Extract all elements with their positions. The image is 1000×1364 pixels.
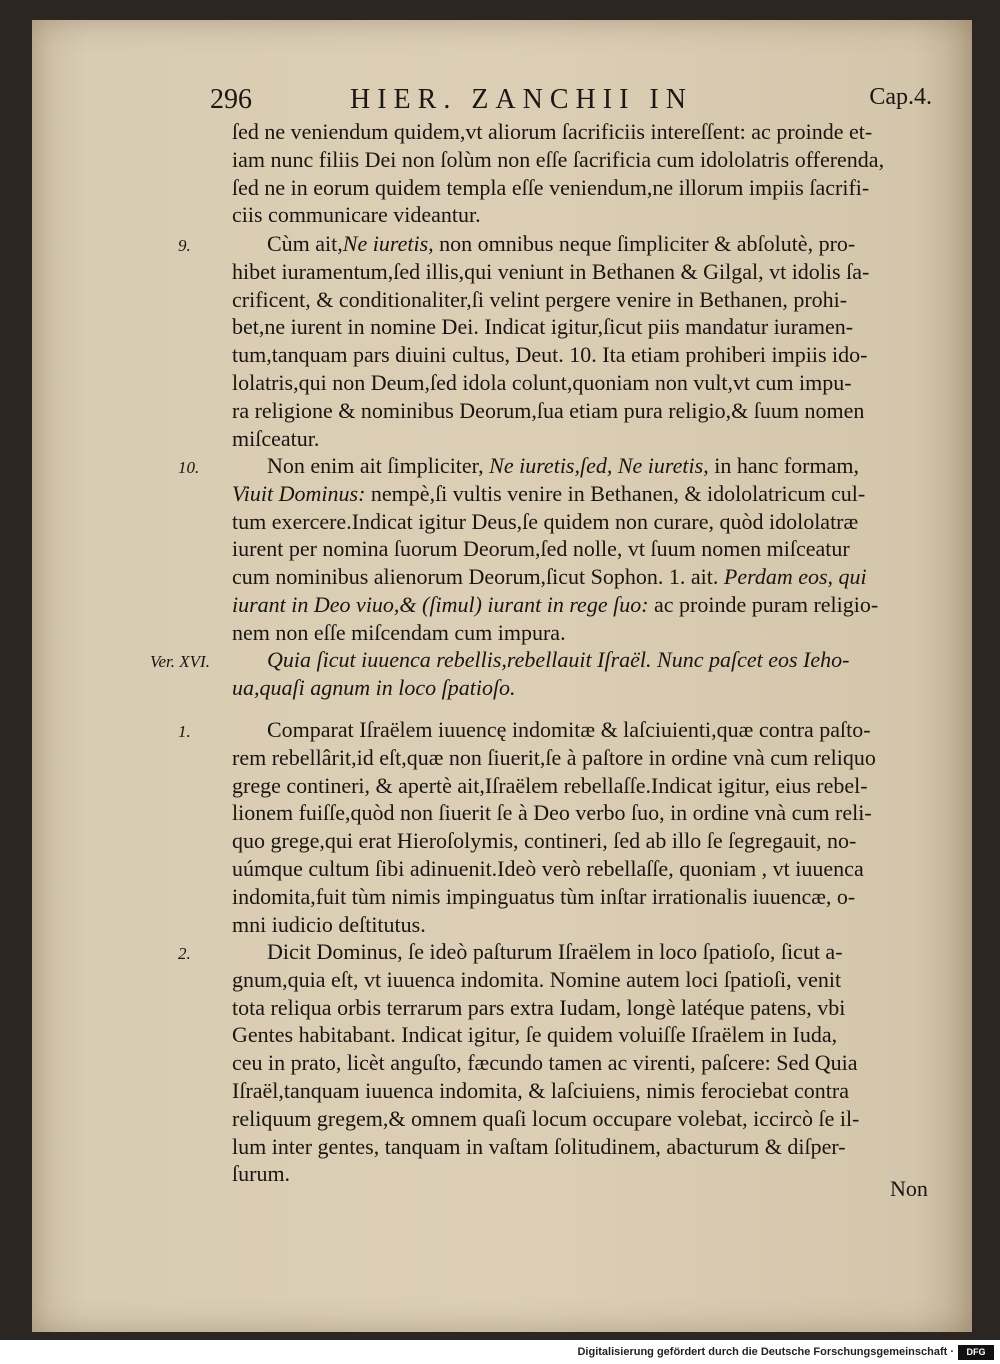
text-line	[232, 674, 516, 701]
text-line	[232, 535, 850, 562]
italic-text: Quia ſicut iuuenca rebellis,rebellauit Iſraël. Nunc paſcet eos Ieho-	[267, 647, 850, 672]
text-span: Iſraël,tanquam iuuenca indomita, & laſciuiens, nimis ferociebat contra	[232, 1078, 849, 1103]
text-line	[232, 1077, 849, 1104]
text-span: lolatris,qui non Deum,ſed idola colunt,quoniam non vult,vt cum impu-	[232, 370, 852, 395]
text-span: ciis communicare videantur.	[232, 202, 481, 228]
text-span: tum exercere.Indicat igitur Deus,ſe quidem non curare, quòd idololatræ	[232, 508, 859, 534]
text-span: indomita,fuit tùm nimis impinguatus tùm inſtar irrationalis iuuencæ, o-	[232, 883, 856, 909]
text-span: , in hanc formam,	[703, 453, 860, 478]
text-line	[232, 855, 864, 882]
text-line	[232, 1049, 858, 1076]
text-span: non omnibus neque ſimpliciter & abſolutè, pro-	[433, 231, 856, 256]
text-line	[232, 118, 872, 145]
page-header	[210, 84, 950, 120]
text-line	[232, 994, 845, 1021]
text-span: tum,tanquam pars diuini cultus, Deut. 10. Ita etiam prohiberi impiis ido-	[232, 342, 868, 368]
text-line	[232, 799, 872, 826]
text-span: crificent, & conditionaliter,ſi velint pergere venire in Bethanen, prohi-	[232, 286, 848, 312]
text-span: mni iudicio deſtitutus.	[232, 911, 426, 937]
text-span: ſurum.	[232, 1161, 291, 1187]
margin-note: 1.	[178, 722, 191, 741]
text-line	[232, 508, 858, 535]
text-span: Gentes habitabant. Indicat igitur, ſe quidem voluiſſe Iſraëlem in Iuda,	[232, 1022, 838, 1048]
text-line	[232, 966, 841, 993]
text-span: iam nunc filiis Dei non ſolùm non eſſe ſacrificia cum idololatris offerenda,	[232, 146, 885, 172]
text-line	[267, 646, 849, 673]
text-span: hibet iuramentum,ſed illis,qui veniunt in Bethanen & Gilgal, vt idolis ſa-	[232, 258, 870, 284]
text-line	[232, 1105, 859, 1132]
text-span: Dicit Dominus, ſe ideò paſturum Iſraëlem in loco ſpatioſo, ſicut a-	[267, 939, 843, 964]
text-span: grege contineri, & apertè ait,Iſraëlem rebellaſſe.Indicat igitur, eius rebel-	[232, 772, 868, 798]
text-span: lum inter gentes, tanquam in vaſtam ſolitudinem, abacturum & diſper-	[232, 1133, 846, 1159]
text-line	[267, 716, 871, 743]
italic-text: Viuit Dominus:	[232, 480, 366, 506]
text-span: ſed ne in eorum quidem templa eſſe veniendum,ne illorum impiis ſacrifi-	[232, 174, 870, 200]
text-span: tota reliqua orbis terrarum pars extra Iudam, longè latéque patens, vbi	[232, 994, 846, 1020]
text-span: Non enim ait ſimpliciter,	[267, 453, 490, 478]
page-number: 296	[210, 84, 252, 115]
text-span: rem rebellârit,id eſt,quæ non ſiuerit,ſe à paſtore in ordine vnà cum reliquo	[232, 744, 876, 770]
margin-note: 2.	[178, 944, 191, 963]
footer-credit: Digitalisierung gefördert durch die Deutsche Forschungsgemeinschaft ·	[577, 1346, 954, 1358]
text-line	[232, 425, 319, 452]
text-span: reliquum gregem,& omnem quaſi locum occupare volebat, iccircò ſe il-	[232, 1105, 860, 1131]
italic-text: Ne iuretis,ſed, Ne iuretis	[489, 453, 704, 478]
text-span: nempè,ſi vultis venire in Bethanen, & idololatricum cul-	[365, 480, 866, 506]
catchword: Non	[890, 1176, 928, 1201]
text-span: iurent per nomina ſuorum Deorum,ſed nolle, vt ſuum nomen miſceatur	[232, 536, 850, 562]
digitization-footer	[0, 1344, 1000, 1364]
text-span: uúmque cultum ſibi adinuenit.Ideò verò rebellaſſe, quoniam , vt iuuenca	[232, 856, 864, 881]
italic-text: Perdam eos, qui	[723, 564, 867, 590]
text-line	[232, 341, 867, 368]
text-line	[232, 772, 868, 799]
text-line	[232, 1160, 290, 1187]
text-line	[232, 827, 856, 854]
text-line	[232, 146, 884, 173]
italic-text: Ne iuretis,	[342, 231, 434, 256]
text-span: Cùm ait,	[267, 231, 343, 256]
text-line	[232, 201, 481, 228]
text-line	[267, 938, 843, 965]
text-line	[232, 313, 853, 340]
chapter-label: Cap.4.	[869, 84, 932, 110]
text-span: ra religione & nominibus Deorum,ſua etiam pura religio,& ſuum nomen	[232, 397, 865, 423]
italic-text: ua,quaſi agnum in loco ſpatioſo.	[232, 674, 516, 700]
text-span: ac proinde puram religio-	[648, 592, 879, 617]
text-span: ſed ne veniendum quidem,vt aliorum ſacrificiis intereſſent: ac proinde et-	[232, 119, 873, 144]
text-span: quo grege,qui erat Hieroſolymis, contineri, ſed ab illo ſe ſegregauit, no-	[232, 828, 857, 854]
margin-note: Ver. XVI.	[150, 652, 210, 671]
running-title: HIER. ZANCHII IN	[350, 84, 693, 115]
text-line	[232, 619, 566, 646]
text-line	[232, 174, 869, 201]
text-span: cum nominibus alienorum Deorum,ſicut Sophon. 1. ait.	[232, 564, 724, 590]
text-span: gnum,quia eſt, vt iuuenca indomita. Nomine autem loci ſpatioſi, venit	[232, 966, 842, 992]
text-span: ceu in prato, licèt anguſto, fæcundo tamen ac virenti, paſcere: Sed Quia	[232, 1050, 858, 1076]
text-line	[232, 1021, 837, 1048]
italic-text: iurant in Deo viuo,& (ſimul) iurant in rege ſuo:	[232, 592, 649, 617]
text-span: nem non eſſe miſcendam cum impura.	[232, 619, 566, 645]
text-span: lionem fuiſſe,quòd non ſiuerit ſe à Deo verbo ſuo, in ordine vnà cum reli-	[232, 800, 872, 826]
text-line	[232, 286, 847, 313]
text-line	[232, 1133, 846, 1160]
text-line	[267, 230, 855, 257]
text-line	[232, 369, 852, 396]
text-line	[232, 480, 865, 507]
text-span: Comparat Iſraëlem iuuencę indomitæ & laſciuienti,quæ contra paſto-	[267, 717, 871, 742]
text-line	[232, 911, 426, 938]
dfg-logo: DFG	[958, 1345, 994, 1360]
text-span: bet,ne iurent in nomine Dei. Indicat igitur,ſicut piis mandatur iuramen-	[232, 314, 854, 340]
text-line	[232, 397, 864, 424]
text-line	[232, 883, 855, 910]
text-span: miſceatur.	[232, 425, 320, 451]
text-line	[267, 452, 859, 479]
text-line	[232, 258, 869, 285]
text-line	[232, 563, 867, 590]
text-line	[232, 591, 878, 618]
margin-note: 9.	[178, 236, 191, 255]
margin-note: 10.	[178, 458, 200, 477]
text-line	[232, 744, 876, 771]
